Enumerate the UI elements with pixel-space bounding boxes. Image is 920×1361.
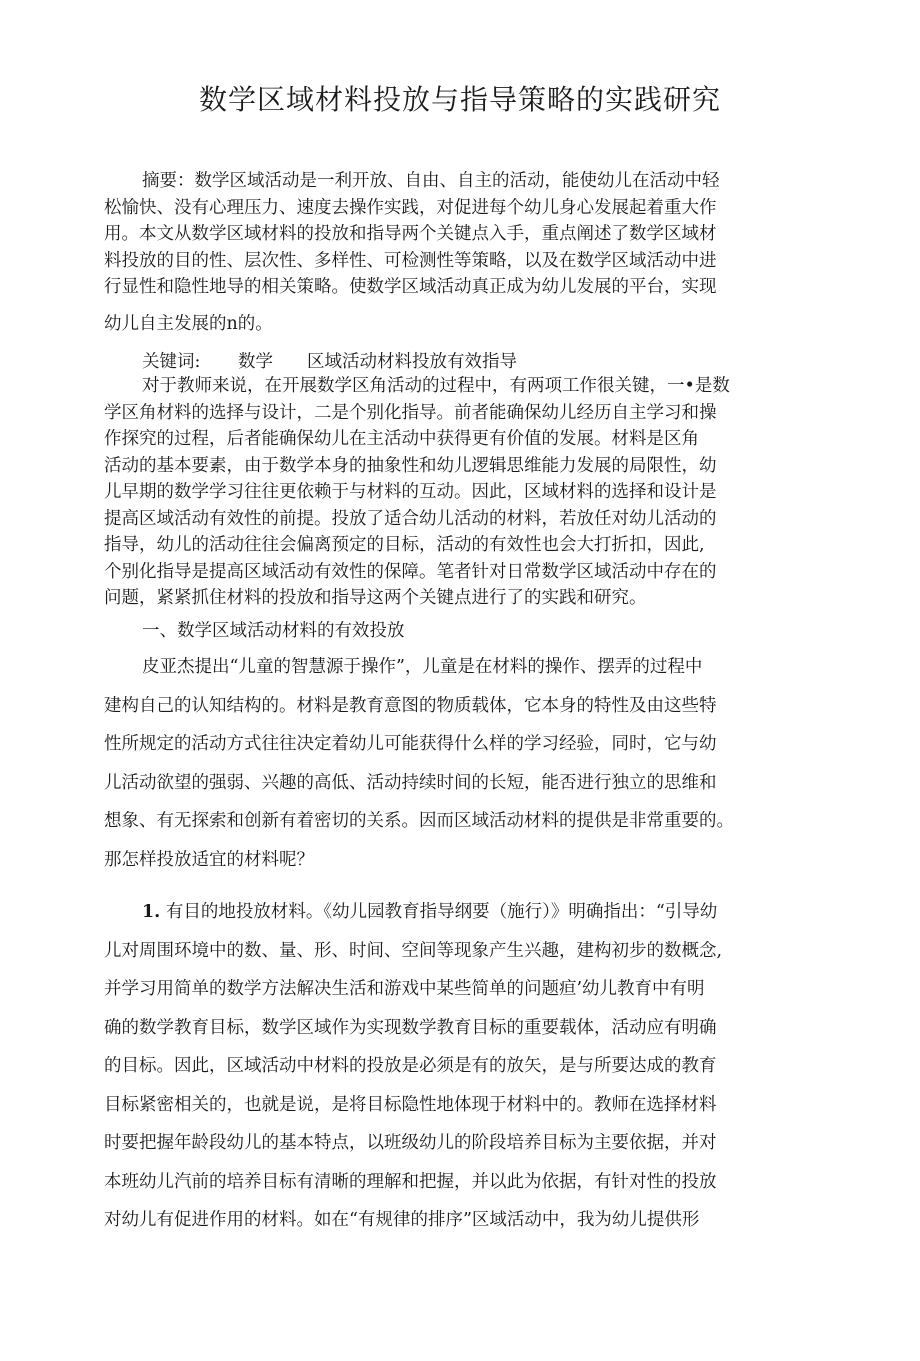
keywords-label: 关键词: (142, 352, 201, 372)
section-heading-text: 一、数学区域活动材料的有效投放 (142, 621, 405, 641)
abstract-tail-line: 幼儿自主发展的n的。 (104, 314, 273, 334)
abstract-tail (104, 311, 816, 338)
abstract-line: 摘要：数学区域活动是一利开放、自由、自主的活动，能使幼儿在活动中轻 (142, 171, 720, 191)
intro-line: 学区角材料的选择与设计，二是个别化指导。前者能确保幼儿经历自主学习和操 (104, 402, 717, 423)
abstract-paragraph (104, 168, 816, 301)
point1-line: 本班幼儿汽前的培养目标有清晰的理解和把握，并以此为依据，有针对性的投放 (104, 1171, 717, 1192)
intro-line: 指导，幼儿的活动往往会偏离预定的目标，活动的有效性也会大打折扣，因此, (104, 535, 705, 555)
point1-line: 并学习用简单的数学方法解决生活和游戏中某些简单的问题疸’幼儿教育中有明 (104, 979, 705, 999)
document-title: 数学区域材料投放与指导策略的实践研究 (198, 83, 721, 116)
point1-line: 儿对周围环境中的数、量、形、时间、空间等现象产生兴趣，建构初步的数概念, (104, 940, 723, 961)
point1-number: 1. (142, 902, 161, 922)
keyword-item: 区域活动材料投放有效指导 (307, 352, 517, 372)
point1-line: 目标紧密相关的，也就是说，是将目标隐性地体现于材料中的。教师在选择材料 (104, 1094, 717, 1115)
intro-line: 活动的基本要素，由于数学本身的抽象性和幼儿逻辑思维能力发展的局限性，幼 (104, 455, 717, 476)
section-heading (104, 618, 816, 645)
intro-line: 作探究的过程，后者能确保幼儿在主活动中获得更有价值的发展。材料是区角 (104, 429, 699, 449)
intro-line: 问题，紧紧抓住材料的投放和指导这两个关键点进行了的实践和研究。 (104, 588, 647, 608)
keywords-line (104, 349, 816, 376)
intro-line: 儿早期的数学学习往往更依赖于与材料的互动。因此，区域材料的选择和设计是 (104, 482, 717, 502)
piaget-line: 想象、有无探索和创新有着密切的关系。因而区域活动材料的提供是非常重要的。 (104, 811, 734, 831)
intro-line: 提高区域活动有效性的前提。投放了适合幼儿活动的材料，若放任对幼儿活动的 (104, 508, 717, 529)
piaget-line: 皮亚杰提出“儿童的智慧源于操作”，儿童是在材料的操作、摆弄的过程中 (142, 657, 703, 677)
intro-line: 对于教师来说，在开展数学区角活动的过程中，有两项工作很关键，一•是数 (142, 376, 730, 396)
abstract-line: 松愉快、没有心理压力、速度去操作实践，对促进每个幼儿身心发展起着重大作 (104, 197, 717, 218)
abstract-line: 用。本文从数学区域材料的投放和指导两个关键点入手，重点阐述了数学区域材 (104, 224, 717, 244)
piaget-line: 那怎样投放适宜的材料呢？ (104, 849, 314, 870)
point1-line: 时要把握年龄段幼儿的基本特点，以班级幼儿的阶段培养目标为主要依据，并对 (104, 1133, 717, 1153)
piaget-line: 性所规定的活动方式往往决定着幼儿可能获得什么样的学习经验，同时，它与幼 (104, 734, 717, 754)
point1-line: 对幼儿有促进作用的材料。如在“有规律的排序”区域活动中，我为幼儿提供形 (104, 1210, 700, 1230)
abstract-line: 料投放的目的性、层次性、多样性、可检测性等策略，以及在数学区域活动中进 (104, 250, 717, 271)
intro-paragraph (104, 373, 816, 612)
point1-line: 的目标。因此，区域活动中材料的投放是必须是有的放矢，是与所要达成的教育 (104, 1056, 717, 1076)
point1-line: 确的数学教育目标，数学区域作为实现数学教育目标的重要载体，活动应有明确 (104, 1017, 717, 1038)
point1-first-line (104, 893, 816, 932)
intro-line: 个别化指导是提高区域活动有效性的保障。笔者针对日常数学区域活动中存在的 (104, 561, 717, 582)
point1-first-text: 有目的地投放材料。《幼儿园教育指导纲要（施行）》明确指出：“引导幼 (165, 902, 718, 922)
point1-paragraph (104, 893, 816, 1240)
abstract-line: 行显性和隐性地导的相关策略。使数学区域活动真正成为幼儿发展的平台，实现 (104, 277, 717, 297)
piaget-line: 建构自己的认知结构的。材料是教育意图的物质载体，它本身的特性及由这些特 (104, 695, 717, 716)
keyword-item: 数学 (238, 352, 273, 372)
piaget-line: 儿活动欲望的强弱、兴趣的高低、活动持续时间的长短，能否进行独立的思维和 (104, 772, 717, 793)
piaget-paragraph (104, 648, 816, 879)
